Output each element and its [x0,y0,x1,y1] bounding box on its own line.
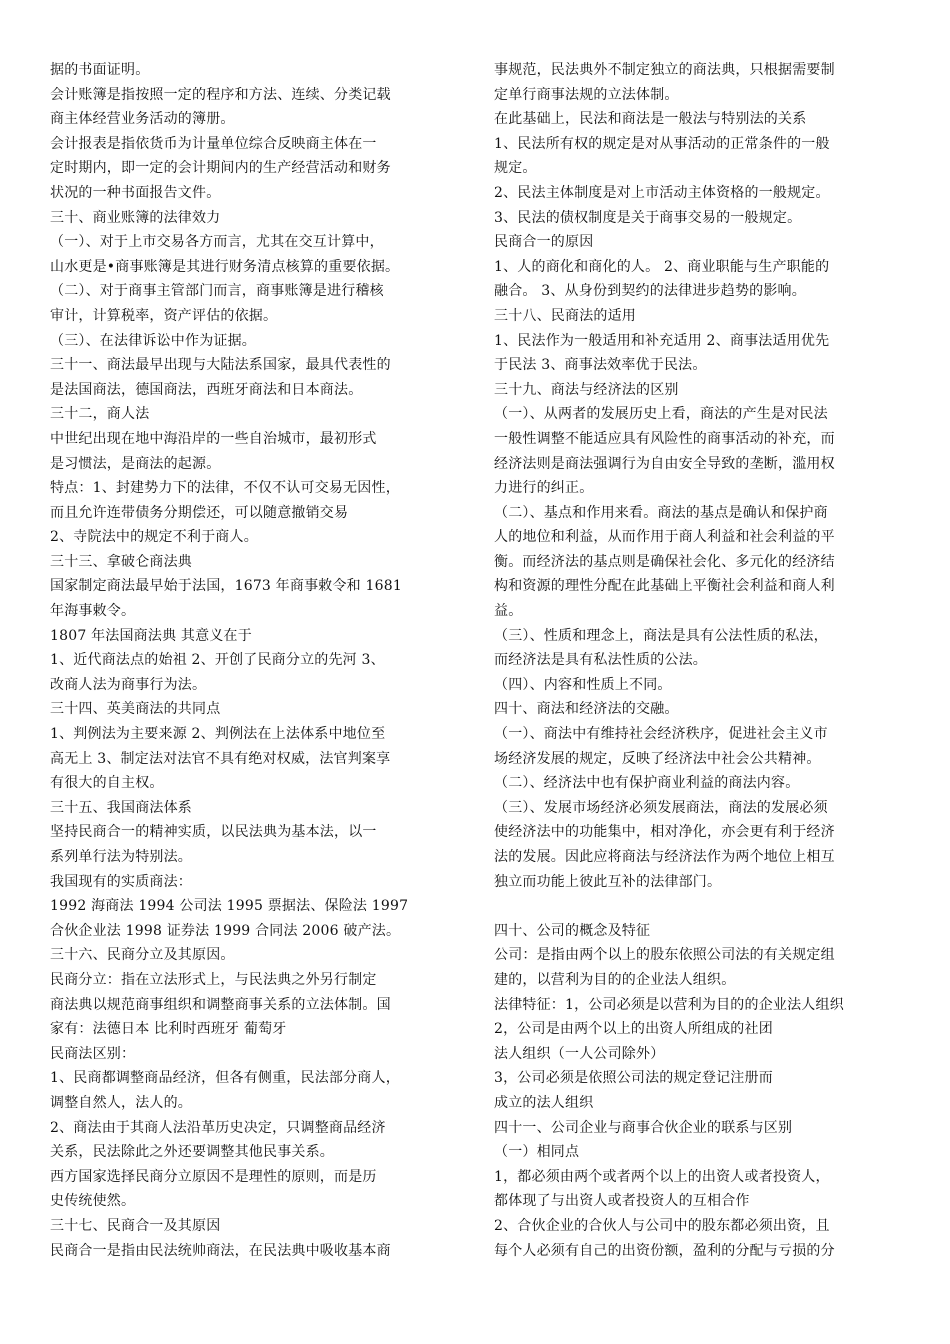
text-line: 于民法 3、商事法效率优于民法。 [494,357,707,374]
text-line: 2、寺院法中的规定不利于商人。 [50,529,258,546]
text-line: 1、民法所有权的规定是对从事活动的正常条件的一般 [494,135,830,152]
text-line: 四十、商法和经济法的交融。 [494,701,679,718]
text-line: （二）、经济法中也有保护商业利益的商法内容。 [494,775,800,792]
text-line: 特点：1、封建势力下的法律，不仅不认可交易无因性， [50,480,400,497]
text-line: 一般性调整不能适应具有风险性的商事活动的补充，而 [494,430,835,447]
text-line: 会计账簿是指按照一定的程序和方法、连续、分类记载 [50,86,391,103]
text-line: 规定。 [494,160,537,177]
text-line: 2、合伙企业的合伙人与公司中的股东都必须出资，且 [494,1217,830,1234]
text-line: 人的地位和利益，从而作用于商人利益和社会利益的平 [494,529,835,546]
text-line: 三十五、我国商法体系 [50,799,192,816]
text-line: 民商合一的原因 [494,234,594,251]
text-line: 是习惯法，是商法的起源。 [50,455,221,472]
text-line: 定单行商事法规的立法体制。 [494,86,679,103]
text-line: 独立而功能上彼此互补的法律部门。 [494,873,722,890]
text-line: 西方国家选择民商分立原因不是理性的原则，而是历 [50,1168,377,1185]
text-line: 1、民法作为一般适用和补充适用 2、商事法适用优先 [494,332,830,349]
text-line: 1、近代商法点的始祖 2、开创了民商分立的先河 3、 [50,652,385,669]
text-line: 1、人的商化和商化的人。 2、商业职能与生产职能的 [494,258,830,275]
text-line: 民商合一是指由民法统帅商法，在民法典中吸收基本商 [50,1242,391,1259]
text-line: 关系，民法除此之外还要调整其他民事关系。 [50,1144,334,1161]
text-line: 调整自然人，法人的。 [50,1094,192,1111]
text-line: 年海事敕令。 [50,603,136,620]
text-line: 商主体经营业务活动的簿册。 [50,111,235,128]
text-line: 3，公司必须是依照公司法的规定登记注册而 [494,1070,773,1087]
text-line: （一）、从两者的发展历史上看，商法的产生是对民法 [494,406,828,423]
text-line: 高无上 3、制定法对法官不具有绝对权威，法官判案享 [50,750,391,767]
text-line: 定时期内，即一定的会计期间内的生产经营活动和财务 [50,160,391,177]
text-line: 1、判例法为主要来源 2、判例法在上法体系中地位至 [50,726,386,743]
text-line: （二）、对于商事主管部门而言，商事账簿是进行稽核 [50,283,384,300]
right-column [494,58,906,1263]
text-line: 民商分立：指在立法形式上，与民法典之外另行制定 [50,971,377,988]
text-line: 三十二，商人法 [50,406,150,423]
text-line: 每个人必须有自己的出资份额，盈利的分配与亏损的分 [494,1242,835,1259]
text-line [494,894,906,919]
text-line: （四）、内容和性质上不同。 [494,676,672,693]
text-line: 合伙企业法 1998 证券法 1999 合同法 2006 破产法。 [50,922,401,939]
text-line: 有很大的自主权。 [50,775,164,792]
text-line: （一）、商法中有维持社会经济秩序，促进社会主义市 [494,726,828,743]
text-line: 在此基础上，民法和商法是一般法与特别法的关系 [494,111,807,128]
text-line: 据的书面证明。 [50,62,150,78]
text-line: 家有：法德日本 比利时西班牙 葡萄牙 [50,1021,287,1038]
text-line: 史传统使然。 [50,1193,136,1210]
text-line: 而经济法是具有私法性质的公法。 [494,652,707,669]
text-line: 四十一、公司企业与商事合伙企业的联系与区别 [494,1119,793,1136]
text-line: 经济法则是商法强调行为自由安全导致的垄断，滥用权 [494,455,835,472]
text-line: 而且允许连带债务分期偿还，可以随意撤销交易 [50,504,349,521]
text-line: 建的，以营利为目的的企业法人组织。 [494,971,736,988]
text-line: 2，公司是由两个以上的出资人所组成的社团 [494,1021,773,1038]
text-line: 山水更是•商事账簿是其进行财务清点核算的重要依据。 [50,258,400,275]
text-line: 审计，计算税率，资产评估的依据。 [50,307,278,324]
text-line: 三十四、英美商法的共同点 [50,701,221,718]
text-line: 三十一、商法最早出现与大陆法系国家，最具代表性的 [50,357,391,374]
text-line: 我国现有的实质商法： [50,873,192,890]
text-line: 国家制定商法最早始于法国，1673 年商事敕令和 1681 [50,578,402,595]
text-line: 是法国商法，德国商法，西班牙商法和日本商法。 [50,381,363,398]
text-line: 公司：是指由两个以上的股东依照公司法的有关规定组 [494,947,835,964]
text-line: 四十、公司的概念及特征 [494,922,651,939]
left-column [50,58,462,1263]
text-line: 法人组织（一人公司除外） [494,1045,665,1062]
text-line: 1807 年法国商法典 其意义在于 [50,627,252,644]
text-line: 三十三、拿破仑商法典 [50,553,192,570]
text-line: （三）、在法律诉讼中作为证据。 [50,332,256,349]
text-line: 三十七、民商合一及其原因 [50,1217,221,1234]
text-line: 三十六、民商分立及其原因。 [50,947,235,964]
text-line: 三十、商业账簿的法律效力 [50,209,221,226]
text-line: 使经济法中的功能集中，相对净化，亦会更有利于经济 [494,824,835,841]
text-line: 益。 [494,603,523,620]
text-line: 1、民商都调整商品经济，但各有侧重，民法部分商人， [50,1070,400,1087]
text-line: 改商人法为商事行为法。 [50,676,207,693]
text-line: 中世纪出现在地中海沿岸的一些自治城市，最初形式 [50,430,377,447]
text-line: （一）、对于上市交易各方而言，尤其在交互计算中， [50,234,384,251]
text-line: 事规范，民法典外不制定独立的商法典，只根据需要制 [494,62,835,78]
text-line: 3、民法的债权制度是关于商事交易的一般规定。 [494,209,802,226]
text-line: 融合。 3、从身份到契约的法律进步趋势的影响。 [494,283,806,300]
text-line: 三十八、民商法的适用 [494,307,636,324]
text-line: （一）相同点 [494,1144,580,1161]
text-line: 坚持民商合一的精神实质，以民法典为基本法，以一 [50,824,377,841]
text-line: 场经济发展的规定，反映了经济法中社会公共精神。 [494,750,821,767]
text-line: （三）、发展市场经济必须发展商法，商法的发展必须 [494,799,828,816]
text-line: 衡。而经济法的基点则是确保社会化、多元化的经济结 [494,553,835,570]
text-line: 系列单行法为特别法。 [50,849,192,865]
text-line: 力进行的纠正。 [494,480,594,497]
text-line: 法律特征：1，公司必须是以营利为目的的企业法人组织 [494,996,844,1013]
text-line: 都体现了与出资人或者投资人的互相合作 [494,1193,750,1210]
text-line: 构和资源的理性分配在此基础上平衡社会利益和商人利 [494,578,835,595]
text-line: 三十九、商法与经济法的区别 [494,381,679,398]
text-line: 商法典以规范商事组织和调整商事关系的立法体制。国 [50,996,391,1013]
text-line: 2、民法主体制度是对上市活动主体资格的一般规定。 [494,184,830,201]
text-line: 2、商法由于其商人法沿革历史决定，只调整商品经济 [50,1119,386,1136]
text-line: 会计报表是指依货币为计量单位综合反映商主体在一 [50,135,377,152]
text-line: 民商法区别： [50,1045,136,1062]
text-line: 1，都必须由两个或者两个以上的出资人或者投资人， [494,1168,830,1185]
text-line: 成立的法人组织 [494,1094,594,1111]
text-line: （三）、性质和理念上，商法是具有公法性质的私法， [494,627,828,644]
text-line: 1992 海商法 1994 公司法 1995 票据法、保险法 1997 [50,898,409,915]
text-line: （二）、基点和作用来看。商法的基点是确认和保护商 [494,504,828,521]
text-line: 状况的一种书面报告文件。 [50,184,221,201]
text-line: 法的发展。因此应将商法与经济法作为两个地位上相互 [494,849,835,865]
